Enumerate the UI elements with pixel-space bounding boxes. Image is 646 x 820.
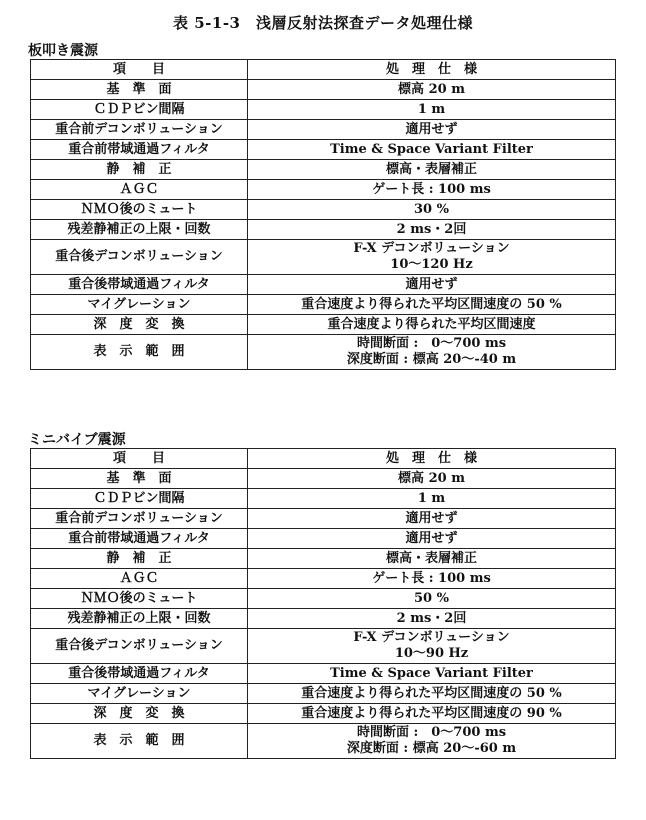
header-item: 項 目 [31,449,248,469]
row-value-line: 適用せず [405,276,458,292]
row-value [248,469,616,489]
row-value [248,549,616,569]
row-value [248,220,616,240]
row-value-line: F-X デコンボリューション [353,630,510,645]
row-value [248,80,616,100]
row-value-line: 50 % [414,590,449,606]
table-row [31,295,616,315]
row-value-line: 標高 20 m [398,470,465,486]
spec-table-itatataki [30,59,616,370]
row-value [248,120,616,140]
row-value [248,295,616,315]
row-item: ＮＭＯ後のミュート [31,589,248,609]
table-row [31,469,616,489]
table-row [31,684,616,704]
row-value-line: 重合速度より得られた平均区間速度の 90 % [301,705,562,721]
row-item: 重合前帯域通過フィルタ [31,529,248,549]
table-row [31,315,616,335]
section-label-itatataki: 板叩き震源 [28,43,98,59]
header-spec: 処 理 仕 様 [248,449,616,469]
row-value [248,569,616,589]
table-row [31,200,616,220]
table-row [31,569,616,589]
row-item: マイグレーション [31,295,248,315]
row-value-line: 時間断面 : 0～700 ms [356,725,507,740]
spec-table-minivibe [30,448,616,759]
table-row [31,100,616,120]
row-value [248,684,616,704]
row-value-line: 標高 20 m [398,81,465,97]
row-item: マイグレーション [31,684,248,704]
row-value-line: Time & Space Variant Filter [330,665,533,681]
row-item: 重合前デコンボリューション [31,509,248,529]
row-value-line: ゲート長 : 100 ms [372,181,491,197]
row-value-line: ゲート長 : 100 ms [372,570,491,586]
table-row [31,140,616,160]
row-item: ＣＤＰビン間隔 [31,100,248,120]
row-value [248,240,616,275]
row-item: 重合後デコンボリューション [31,629,248,664]
row-value [248,275,616,295]
row-item: 深 度 変 換 [31,704,248,724]
table-row [31,704,616,724]
row-value-line: 時間断面 : 0～700 ms [356,336,507,351]
row-value [248,589,616,609]
row-value-line: 適用せず [405,121,458,137]
row-item: 静 補 正 [31,160,248,180]
row-value [248,664,616,684]
header-spec: 処 理 仕 様 [248,60,616,80]
row-value-line: 2 ms・2回 [396,610,467,626]
row-value [248,704,616,724]
row-value-line: F-X デコンボリューション [353,241,510,256]
row-value-line: 適用せず [405,530,458,546]
row-item: ＡＧＣ [31,569,248,589]
row-value [248,140,616,160]
table-row [31,509,616,529]
row-item: 表 示 範 囲 [31,335,248,370]
row-value-line: 10～90 Hz [394,646,469,661]
row-item: 表 示 範 囲 [31,724,248,759]
row-value-line: 深度断面 : 標高 20～-40 m [346,352,517,367]
row-value-line: 10～120 Hz [390,257,473,272]
section-label-minivibe: ミニバイブ震源 [28,432,126,448]
row-item: ＣＤＰビン間隔 [31,489,248,509]
row-item: 重合前帯域通過フィルタ [31,140,248,160]
table-row [31,549,616,569]
row-item: 重合後帯域通過フィルタ [31,275,248,295]
row-value [248,724,616,759]
row-item: 重合前デコンボリューション [31,120,248,140]
row-value-line: 標高・表層補正 [385,550,477,566]
row-item: 静 補 正 [31,549,248,569]
table-row [31,629,616,664]
table-row [31,160,616,180]
row-value-line: 重合速度より得られた平均区間速度 [327,316,536,332]
table-row [31,275,616,295]
row-item: 深 度 変 換 [31,315,248,335]
row-item: ＮＭＯ後のミュート [31,200,248,220]
table-row [31,589,616,609]
table-row [31,240,616,275]
table-row [31,335,616,370]
page-title: 表 5-1-3 浅層反射法探査データ処理仕様 [173,14,473,32]
row-value-line: 1 m [417,101,446,117]
row-value-line: Time & Space Variant Filter [330,141,533,157]
row-item: 残差静補正の上限・回数 [31,220,248,240]
table-row [31,180,616,200]
table-header-row [31,449,616,469]
row-value-line: 2 ms・2回 [396,221,467,237]
table-row [31,489,616,509]
table-row [31,609,616,629]
row-item: 基 準 面 [31,469,248,489]
row-value [248,180,616,200]
table-row [31,120,616,140]
table-row [31,529,616,549]
row-value-line: 重合速度より得られた平均区間速度の 50 % [301,296,562,312]
row-value [248,335,616,370]
row-item: 重合後デコンボリューション [31,240,248,275]
table-row [31,664,616,684]
row-value [248,160,616,180]
row-value [248,609,616,629]
row-item: ＡＧＣ [31,180,248,200]
row-value [248,315,616,335]
table-header-row [31,60,616,80]
row-value-line: 重合速度より得られた平均区間速度の 50 % [301,685,562,701]
row-value [248,100,616,120]
row-value [248,629,616,664]
row-value [248,509,616,529]
table-row [31,220,616,240]
row-item: 基 準 面 [31,80,248,100]
header-item: 項 目 [31,60,248,80]
table-row [31,724,616,759]
row-value [248,489,616,509]
row-value [248,200,616,220]
row-item: 残差静補正の上限・回数 [31,609,248,629]
table-row [31,80,616,100]
row-value [248,529,616,549]
row-item: 重合後帯域通過フィルタ [31,664,248,684]
row-value-line: 標高・表層補正 [385,161,477,177]
row-value-line: 適用せず [405,510,458,526]
row-value-line: 深度断面 : 標高 20～-60 m [346,741,517,756]
row-value-line: 1 m [417,490,446,506]
row-value-line: 30 % [414,201,449,217]
